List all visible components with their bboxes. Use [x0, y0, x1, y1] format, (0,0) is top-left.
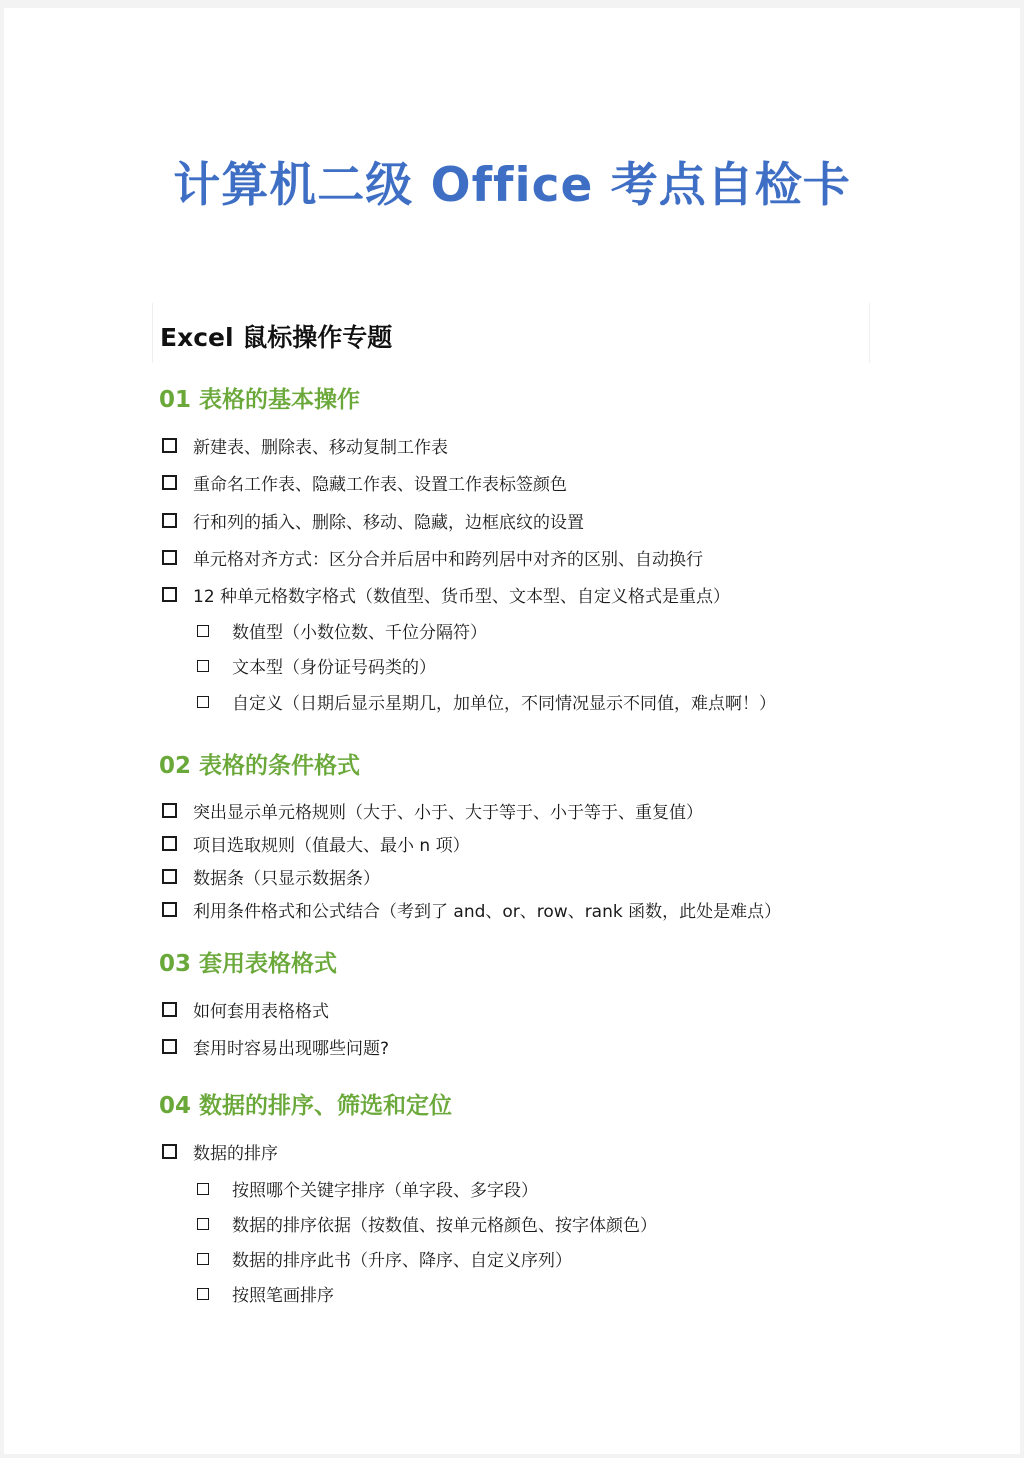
checklist-subitem[interactable] [197, 1176, 538, 1201]
document-page [4, 8, 1020, 1454]
checklist-subitem[interactable] [197, 618, 487, 643]
checklist-item-label: 重命名工作表、隐藏工作表、设置工作表标签颜色 [193, 475, 567, 495]
checklist-subitem[interactable] [197, 689, 776, 714]
checklist-item[interactable] [162, 831, 470, 856]
checkbox-icon[interactable] [197, 1218, 209, 1230]
checklist-subitem-label: 文本型（身份证号码类的） [232, 658, 436, 678]
page-title: 计算机二级 Office 考点自检卡 [173, 158, 851, 213]
section-heading-03: 03 套用表格格式 [159, 951, 338, 977]
section-heading-02: 02 表格的条件格式 [159, 753, 361, 779]
checklist-item-label: 新建表、删除表、移动复制工作表 [193, 438, 448, 458]
checkbox-icon[interactable] [197, 660, 209, 672]
checklist-subitem[interactable] [197, 1246, 572, 1271]
checklist-subitem[interactable] [197, 1211, 657, 1236]
checkbox-icon[interactable] [197, 1253, 209, 1265]
checklist-item[interactable] [162, 897, 781, 922]
checklist-item-label: 数据条（只显示数据条） [193, 869, 380, 889]
checklist-item[interactable] [162, 798, 703, 823]
checklist-subitem[interactable] [197, 1281, 334, 1306]
checklist-item[interactable] [162, 582, 730, 607]
checkbox-icon[interactable] [162, 438, 177, 453]
checkbox-icon[interactable] [197, 696, 209, 708]
checkbox-icon[interactable] [197, 625, 209, 637]
checklist-item[interactable] [162, 1139, 278, 1164]
checklist-item[interactable] [162, 545, 703, 570]
checkbox-icon[interactable] [162, 513, 177, 528]
checkbox-icon[interactable] [162, 1039, 177, 1054]
checklist-item-label: 数据的排序 [193, 1144, 278, 1164]
checklist-subitem-label: 按照哪个关键字排序（单字段、多字段） [232, 1181, 538, 1201]
checklist-item-label: 利用条件格式和公式结合（考到了 and、or、row、rank 函数，此处是难点） [193, 902, 782, 922]
checklist-item[interactable] [162, 470, 567, 495]
checklist-subitem[interactable] [197, 653, 436, 678]
checklist-subitem-label: 按照笔画排序 [232, 1286, 334, 1306]
checklist-item[interactable] [162, 508, 584, 533]
checkbox-icon[interactable] [197, 1288, 209, 1300]
checklist-item-label: 突出显示单元格规则（大于、小于、大于等于、小于等于、重复值） [193, 803, 703, 823]
section-heading-01: 01 表格的基本操作 [159, 387, 361, 413]
checklist-subitem-label: 数值型（小数位数、千位分隔符） [232, 623, 487, 643]
checklist-item-label: 如何套用表格格式 [193, 1002, 329, 1022]
checkbox-icon[interactable] [162, 587, 177, 602]
checkbox-icon[interactable] [162, 475, 177, 490]
checklist-item-label: 12 种单元格数字格式（数值型、货币型、文本型、自定义格式是重点） [193, 587, 731, 607]
checkbox-icon[interactable] [162, 1144, 177, 1159]
checkbox-icon[interactable] [162, 869, 177, 884]
checklist-subitem-label: 数据的排序此书（升序、降序、自定义序列） [232, 1251, 572, 1271]
checklist-item-label: 行和列的插入、删除、移动、隐藏，边框底纹的设置 [193, 513, 584, 533]
checklist-item[interactable] [162, 997, 329, 1022]
checklist-subitem-label: 自定义（日期后显示星期几，加单位，不同情况显示不同值，难点啊！） [232, 694, 776, 714]
checkbox-icon[interactable] [162, 550, 177, 565]
checkbox-icon[interactable] [197, 1183, 209, 1195]
checkbox-icon[interactable] [162, 836, 177, 851]
checklist-item-label: 单元格对齐方式：区分合并后居中和跨列居中对齐的区别、自动换行 [193, 550, 703, 570]
checklist-subitem-label: 数据的排序依据（按数值、按单元格颜色、按字体颜色） [232, 1216, 657, 1236]
checklist-item-label: 项目选取规则（值最大、最小 n 项） [193, 836, 470, 856]
checkbox-icon[interactable] [162, 803, 177, 818]
checklist-item[interactable] [162, 433, 448, 458]
section-heading-04: 04 数据的排序、筛选和定位 [159, 1093, 453, 1119]
checklist-item-label: 套用时容易出现哪些问题? [193, 1039, 390, 1059]
checklist-item[interactable] [162, 864, 380, 889]
checkbox-icon[interactable] [162, 902, 177, 917]
checkbox-icon[interactable] [162, 1002, 177, 1017]
checklist-item[interactable] [162, 1034, 389, 1059]
topic-heading: Excel 鼠标操作专题 [160, 323, 393, 352]
